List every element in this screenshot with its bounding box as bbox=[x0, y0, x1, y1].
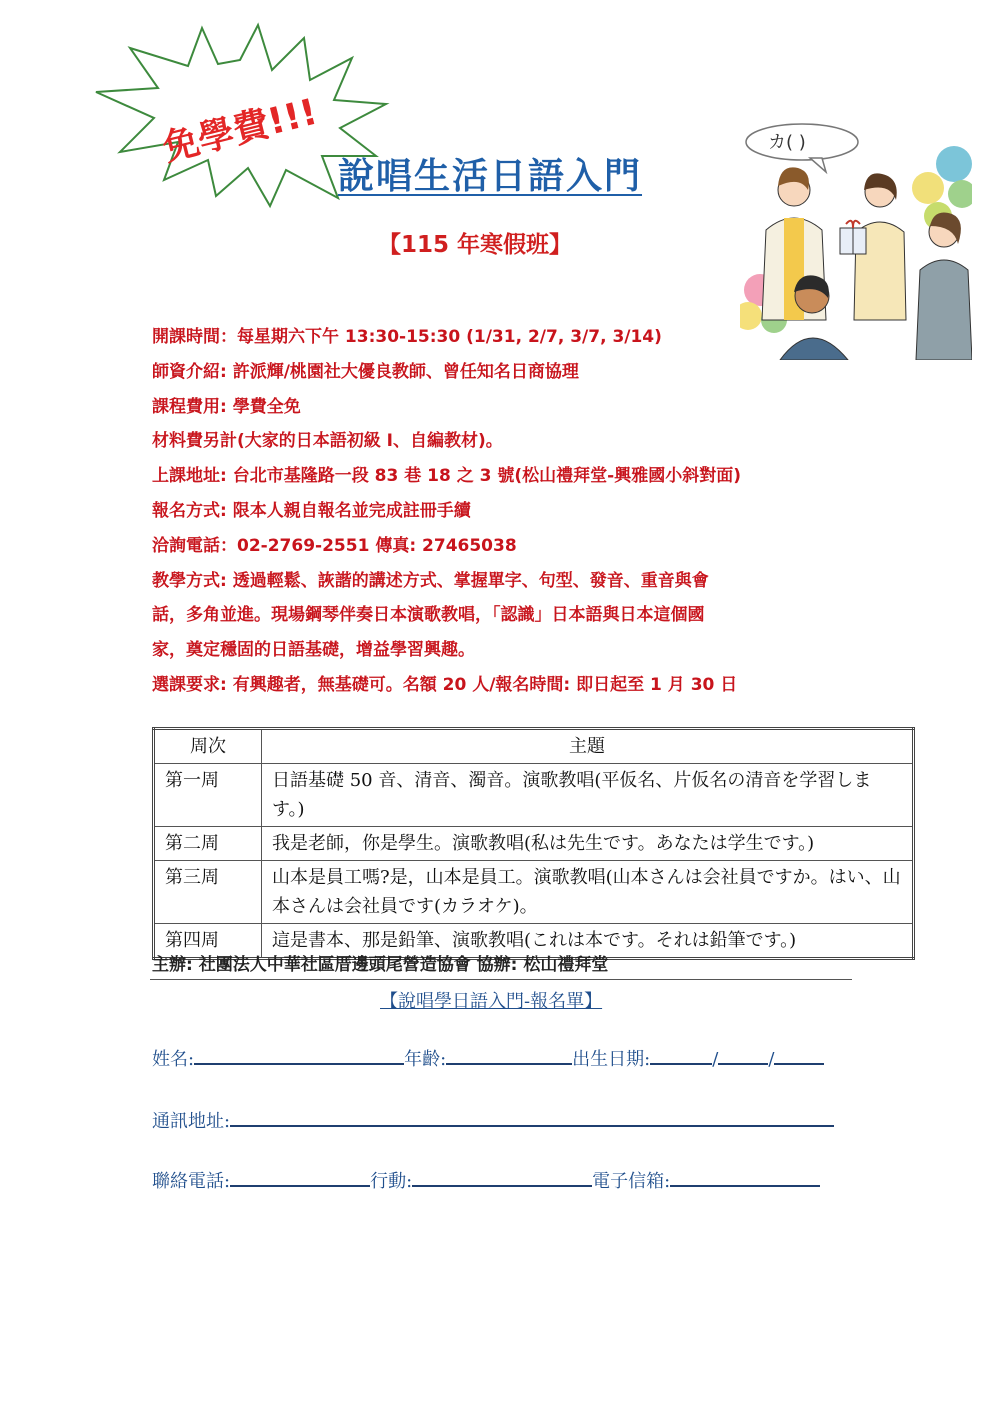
name-field[interactable] bbox=[194, 1045, 404, 1065]
week-cell: 第二周 bbox=[154, 827, 262, 861]
burst-text: 免學費!!! bbox=[158, 91, 322, 170]
schedule-table bbox=[152, 727, 915, 960]
course-info bbox=[152, 320, 852, 703]
page-title: 說唱生活日語入門 bbox=[338, 156, 643, 197]
table-row bbox=[154, 861, 914, 924]
address-label: 通訊地址: bbox=[152, 1111, 231, 1132]
date-separator: / bbox=[768, 1049, 775, 1070]
info-fee: 課程費用: 學費全免 bbox=[152, 396, 301, 417]
email-field[interactable] bbox=[670, 1167, 820, 1187]
table-row bbox=[154, 764, 914, 827]
date-separator: / bbox=[712, 1049, 719, 1070]
form-row-address bbox=[152, 1107, 834, 1133]
header-week: 周次 bbox=[154, 729, 262, 764]
form-title: 【說唱學日語入門-報名單】 bbox=[380, 991, 603, 1012]
age-field[interactable] bbox=[446, 1045, 572, 1065]
birth-year-field[interactable] bbox=[650, 1045, 712, 1065]
info-contact: 洽詢電話：02-2769-2551 傳真: 27465038 bbox=[152, 535, 517, 556]
birth-month-field[interactable] bbox=[718, 1045, 768, 1065]
speech-bubble-text: カ( ) bbox=[768, 132, 806, 153]
info-requirements: 選課要求: 有興趣者，無基礎可。名額 20 人/報名時間: 即日起至 1 月 30 日 bbox=[152, 674, 738, 695]
week-cell: 第四周 bbox=[154, 924, 262, 959]
age-label: 年齡: bbox=[404, 1049, 447, 1070]
name-label: 姓名: bbox=[152, 1049, 195, 1070]
email-label: 電子信箱: bbox=[592, 1171, 671, 1192]
phone-field[interactable] bbox=[230, 1167, 370, 1187]
info-schedule: 開課時間：每星期六下午 13:30-15:30 (1/31, 2/7, 3/7, 3/14) bbox=[152, 327, 662, 347]
balloon-icon bbox=[936, 146, 972, 182]
info-address: 上課地址: 台北市基隆路一段 83 巷 18 之 3 號(松山禮拜堂-興雅國小斜對面) bbox=[152, 466, 741, 487]
page-subtitle: 【115 年寒假班】 bbox=[378, 232, 573, 258]
topic-cell: 這是書本、那是鉛筆、演歌教唱(これは本です。それは鉛筆です。) bbox=[262, 924, 914, 959]
info-teaching-method-cont: 話，多角並進。現場鋼琴伴奏日本演歌教唱，「認識」日本語與日本這個國 bbox=[152, 605, 705, 626]
info-teaching-method-cont: 家，奠定穩固的日語基礎，增益學習興趣。 bbox=[152, 640, 475, 661]
balloon-icon bbox=[912, 172, 944, 204]
birth-day-field[interactable] bbox=[774, 1045, 824, 1065]
info-teacher: 師資介紹: 許派輝/桃園社大優良教師、曾任知名日商協理 bbox=[152, 361, 579, 382]
mobile-label: 行動: bbox=[370, 1171, 413, 1192]
birth-date-label: 出生日期: bbox=[572, 1049, 651, 1070]
mobile-field[interactable] bbox=[412, 1167, 592, 1187]
header-topic: 主題 bbox=[262, 729, 914, 764]
divider bbox=[150, 979, 852, 980]
week-cell: 第一周 bbox=[154, 764, 262, 827]
topic-cell: 日語基礎 50 音、清音、濁音。演歌教唱(平仮名、片仮名の清音を学習します。) bbox=[262, 764, 914, 827]
form-row-personal bbox=[152, 1045, 824, 1071]
topic-cell: 山本是員工嗎?是，山本是員工。演歌教唱(山本さんは会社員ですか。はい、山本さんは会社員です(カラオケ)。 bbox=[262, 861, 914, 924]
organizer-line: 主辦: 社團法人中華社區厝邊頭尾營造協會 協辦: 松山禮拜堂 bbox=[152, 955, 609, 975]
info-material-fee: 材料費另計(大家的日本語初級 I、自編教材)。 bbox=[152, 431, 503, 452]
week-cell: 第三周 bbox=[154, 861, 262, 924]
topic-cell: 我是老師，你是學生。演歌教唱(私は先生です。あなたは学生です。) bbox=[262, 827, 914, 861]
phone-label: 聯絡電話: bbox=[152, 1171, 231, 1192]
info-registration: 報名方式: 限本人親自報名並完成註冊手續 bbox=[152, 500, 471, 521]
table-row bbox=[154, 827, 914, 861]
form-row-contact bbox=[152, 1167, 820, 1193]
table-header-row bbox=[154, 729, 914, 764]
info-teaching-method: 教學方式: 透過輕鬆、詼諧的講述方式、掌握單字、句型、發音、重音與會 bbox=[152, 570, 709, 591]
address-field[interactable] bbox=[230, 1107, 834, 1127]
